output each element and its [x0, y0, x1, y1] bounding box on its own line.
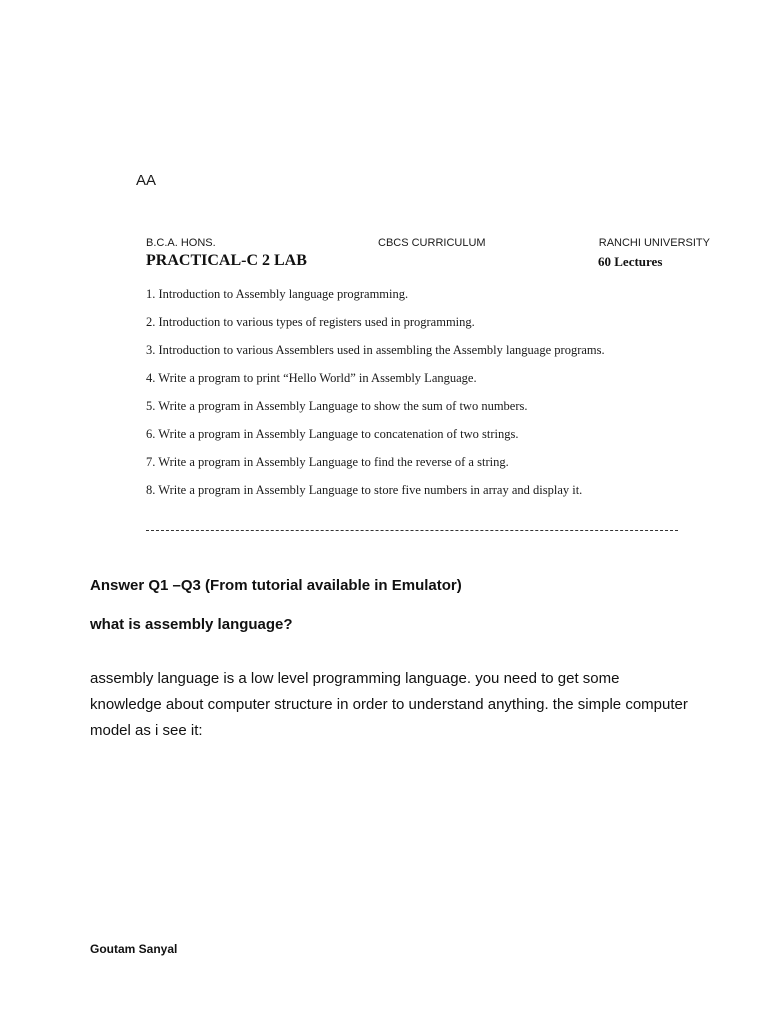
lecture-count: 60 Lectures — [598, 254, 663, 269]
practical-item: 1. Introduction to Assembly language programming. — [146, 287, 409, 301]
practical-item: 2. Introduction to various types of registers used in programming. — [146, 315, 475, 329]
practical-item: 8. Write a program in Assembly Language to store five numbers in array and display it. — [146, 483, 583, 497]
answer-paragraph: assembly language is a low level programming language. you need to get some knowledge about computer structure in order to understand anything. the simple computer model as i see it: — [90, 670, 688, 739]
lab-title-row — [146, 252, 666, 272]
section-divider — [146, 530, 678, 531]
lab-title: PRACTICAL-C 2 LAB — [146, 252, 307, 269]
program-label: B.C.A. HONS. — [146, 237, 216, 249]
practical-item: 6. Write a program in Assembly Language to concatenation of two strings. — [146, 427, 519, 441]
practical-item: 3. Introduction to various Assemblers used in assembling the Assembly language programs. — [146, 343, 605, 357]
practical-item: 5. Write a program in Assembly Language to show the sum of two numbers. — [146, 399, 528, 413]
page-marker: AA — [136, 172, 157, 189]
syllabus-header — [146, 237, 710, 253]
university-label: RANCHI UNIVERSITY — [598, 237, 710, 249]
curriculum-label: CBCS CURRICULUM — [378, 237, 486, 249]
footer-author: Goutam Sanyal — [90, 942, 178, 956]
practical-list — [146, 284, 706, 508]
practical-item: 4. Write a program to print “Hello World” in Assembly Language. — [146, 371, 477, 385]
answer-heading: Answer Q1 –Q3 (From tutorial available in Emulator) — [90, 577, 462, 594]
practical-item: 7. Write a program in Assembly Language to find the reverse of a string. — [146, 455, 509, 469]
question-heading: what is assembly language? — [90, 616, 293, 633]
